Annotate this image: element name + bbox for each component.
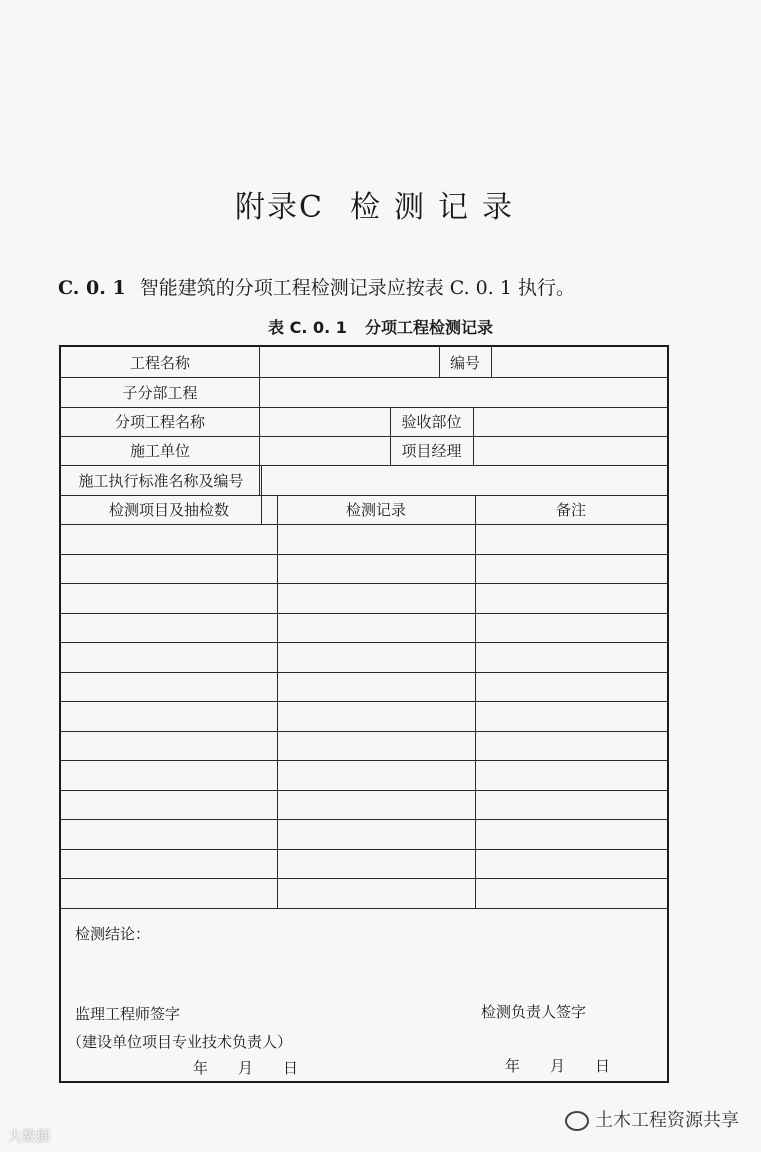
record-remark-cell[interactable]: [475, 819, 667, 849]
owner-rep-label: （建设单位项目专业技术负责人）: [67, 1033, 293, 1051]
col-divider: [475, 495, 476, 908]
table-caption-name: 分项工程检测记录: [364, 318, 493, 337]
record-item-cell[interactable]: [61, 613, 277, 643]
inspection-record-form: [59, 345, 669, 1083]
record-value-cell[interactable]: [277, 613, 475, 643]
record-item-cell[interactable]: [61, 819, 277, 849]
acceptance-part-field[interactable]: [473, 407, 667, 436]
record-value-cell[interactable]: [277, 672, 475, 702]
record-value-cell[interactable]: [277, 554, 475, 584]
serial-label: 编号: [449, 353, 480, 372]
project-name-label: 工程名称: [129, 353, 190, 372]
serial-field[interactable]: [491, 347, 667, 377]
sub-division-label: 子分部工程: [122, 383, 198, 402]
record-remark-cell[interactable]: [475, 731, 667, 761]
record-value-cell[interactable]: [277, 790, 475, 820]
conclusion-label: 检测结论：: [75, 925, 151, 943]
clause-number: C. 0. 1: [58, 277, 126, 299]
column-header-remarks: 备注: [555, 501, 586, 519]
record-value-cell[interactable]: [277, 849, 475, 879]
record-remark-cell[interactable]: [475, 554, 667, 584]
item-name-label: 分项工程名称: [114, 413, 205, 431]
record-remark-cell[interactable]: [475, 613, 667, 643]
record-remark-cell[interactable]: [475, 524, 667, 554]
record-value-cell[interactable]: [277, 524, 475, 554]
row-divider: [61, 908, 667, 909]
acceptance-part-label: 验收部位: [401, 413, 462, 431]
record-item-cell[interactable]: [61, 849, 277, 879]
record-item-cell[interactable]: [61, 790, 277, 820]
project-manager-field[interactable]: [473, 436, 667, 465]
watermark-right-text: 土木工程资源共享: [595, 1110, 739, 1131]
supervisor-sign-label: 监理工程师签字: [75, 1005, 181, 1023]
record-item-cell[interactable]: [61, 672, 277, 702]
wechat-icon: [565, 1111, 589, 1131]
clause-text: 智能建筑的分项工程检测记录应按表 C. 0. 1 执行。: [139, 277, 575, 299]
standard-field[interactable]: [261, 465, 667, 495]
record-item-cell[interactable]: [61, 701, 277, 731]
record-item-cell[interactable]: [61, 642, 277, 672]
record-remark-cell[interactable]: [475, 790, 667, 820]
contractor-field[interactable]: [259, 436, 390, 465]
record-item-cell[interactable]: [61, 583, 277, 613]
clause: [58, 273, 575, 300]
sub-division-field[interactable]: [259, 377, 667, 407]
standard-label: 施工执行标准名称及编号: [78, 471, 244, 490]
col-divider: [277, 495, 278, 908]
record-remark-cell[interactable]: [475, 672, 667, 702]
appendix-title: [0, 182, 761, 226]
record-item-cell[interactable]: [61, 524, 277, 554]
column-header-items: 检测项目及抽检数: [108, 501, 229, 519]
record-value-cell[interactable]: [277, 731, 475, 761]
record-value-cell[interactable]: [277, 878, 475, 908]
record-remark-cell[interactable]: [475, 760, 667, 790]
item-name-field[interactable]: [259, 407, 390, 436]
record-value-cell[interactable]: [277, 819, 475, 849]
record-item-cell[interactable]: [61, 760, 277, 790]
watermark-right: [565, 1106, 739, 1132]
appendix-title-part2: 检测记录: [349, 190, 526, 225]
record-value-cell[interactable]: [277, 701, 475, 731]
table-caption-number: 表 C. 0. 1: [268, 318, 347, 337]
appendix-title-part1: 附录C: [235, 190, 324, 225]
record-item-cell[interactable]: [61, 554, 277, 584]
record-value-cell[interactable]: [277, 583, 475, 613]
contractor-label: 施工单位: [129, 442, 190, 460]
date-left: 年 月 日: [193, 1059, 299, 1077]
project-manager-label: 项目经理: [401, 442, 462, 460]
record-remark-cell[interactable]: [475, 583, 667, 613]
record-remark-cell[interactable]: [475, 849, 667, 879]
watermark-left: 大数据: [8, 1129, 50, 1145]
inspector-sign-label: 检测负责人签字: [481, 1003, 587, 1021]
record-value-cell[interactable]: [277, 760, 475, 790]
record-value-cell[interactable]: [277, 642, 475, 672]
project-name-field[interactable]: [259, 347, 439, 377]
table-caption: [0, 315, 761, 338]
column-header-record: 检测记录: [345, 501, 406, 519]
record-remark-cell[interactable]: [475, 878, 667, 908]
record-remark-cell[interactable]: [475, 642, 667, 672]
record-item-cell[interactable]: [61, 731, 277, 761]
record-remark-cell[interactable]: [475, 701, 667, 731]
date-right: 年 月 日: [505, 1057, 611, 1075]
record-item-cell[interactable]: [61, 878, 277, 908]
